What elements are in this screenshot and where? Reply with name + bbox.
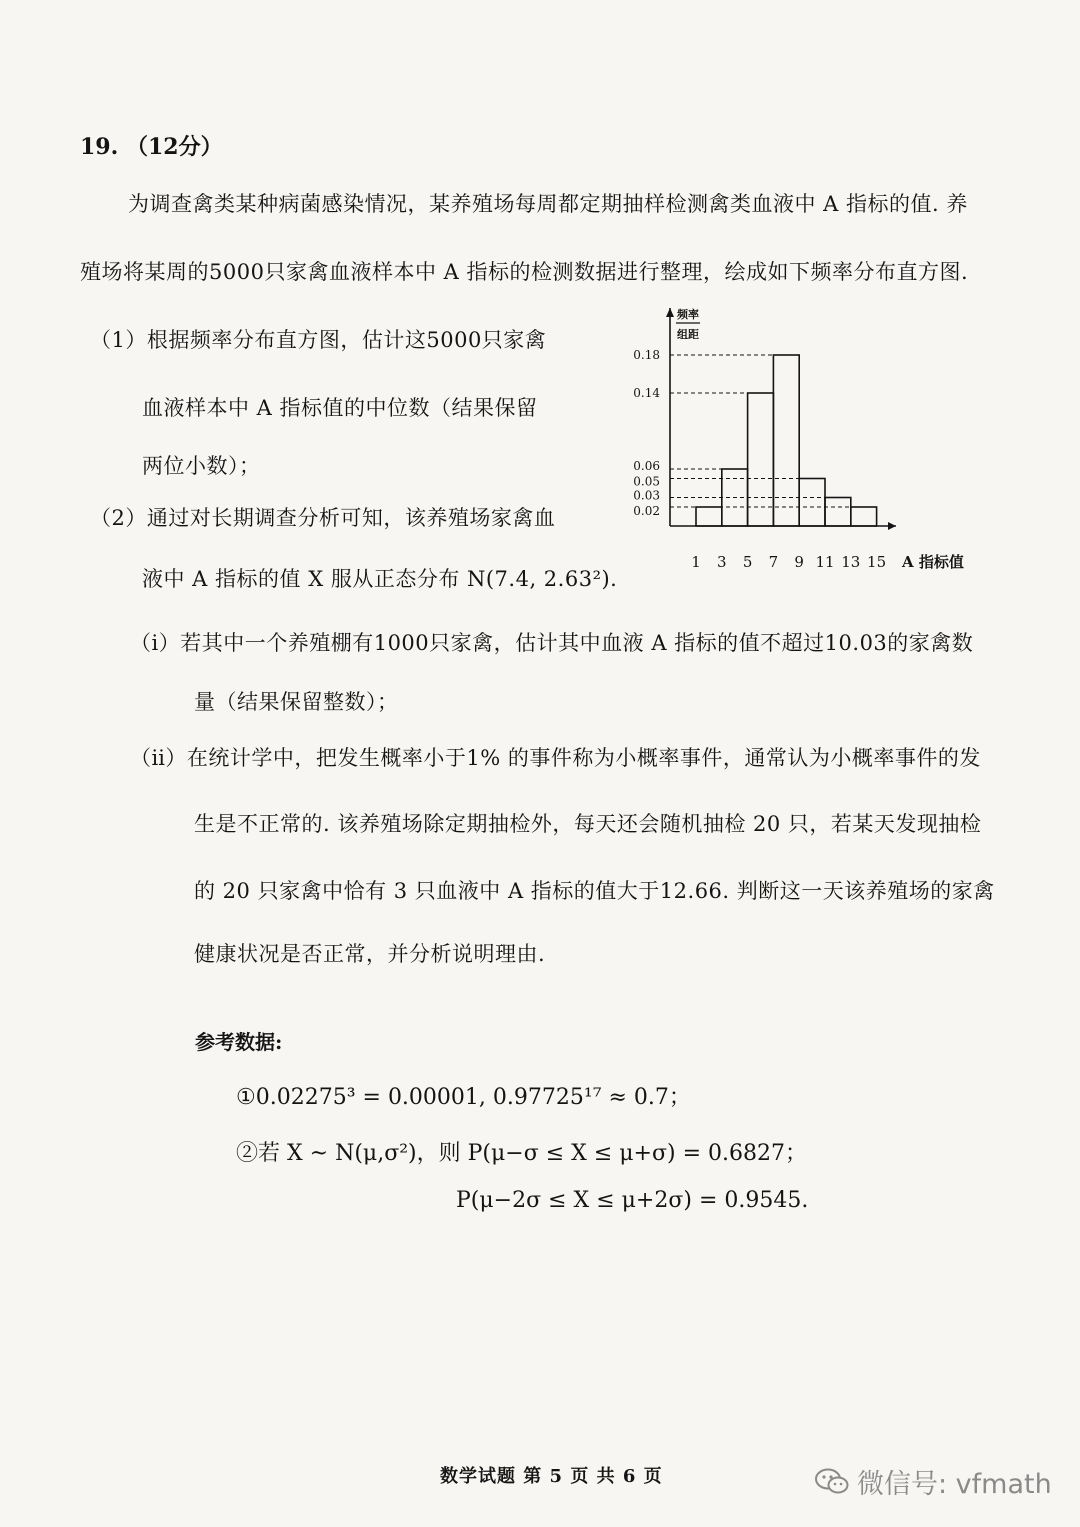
histogram-bar — [696, 507, 722, 526]
y-axis-label-denominator: 组距 — [677, 328, 699, 341]
x-axis-arrow — [888, 522, 896, 530]
x-tick-label: 1 — [691, 553, 701, 571]
sub-i-line-1: （ⅰ）若其中一个养殖棚有1000只家禽，估计其中血液 A 指标的值不超过10.03的家禽数 — [130, 631, 974, 655]
histogram-x-tick-labels — [691, 553, 886, 571]
frequency-histogram — [600, 300, 980, 590]
sub-ii-line-1: （ⅱ）在统计学中，把发生概率小于1% 的事件称为小概率事件，通常认为小概率事件的发 — [130, 746, 981, 770]
part1-line-2: 血液样本中 A 指标值的中位数（结果保留 — [142, 396, 538, 420]
page-footer: 数学试题 第 5 页 共 6 页 — [440, 1466, 663, 1487]
histogram-axes — [666, 308, 896, 530]
watermark — [815, 1462, 1052, 1501]
x-tick-label: 13 — [841, 553, 861, 571]
x-tick-label: 3 — [717, 553, 727, 571]
reference-line-1: ①0.02275³ = 0.00001, 0.97725¹⁷ ≈ 0.7； — [236, 1085, 691, 1110]
y-axis-label-numerator: 频率 — [677, 308, 699, 321]
part2-line-2: 液中 A 指标的值 X 服从正态分布 N(7.4, 2.63²). — [142, 567, 618, 591]
sub-i-line-2: 量（结果保留整数）； — [194, 690, 399, 714]
sub-ii-line-4: 健康状况是否正常，并分析说明理由. — [194, 942, 546, 966]
intro-line-1: 为调查禽类某种病菌感染情况，某养殖场每周都定期抽样检测禽类血液中 A 指标的值. 养 — [128, 192, 968, 216]
question-points: （12分） — [125, 134, 223, 160]
question-header — [80, 130, 223, 161]
watermark-text: 微信号: vfmath — [857, 1469, 1052, 1500]
question-number: 19. — [80, 134, 119, 160]
histogram-y-tick-labels — [633, 348, 660, 518]
wechat-icon — [815, 1468, 849, 1496]
reference-line-2: ②若 X ~ N(μ,σ²)，则 P(μ−σ ≤ X ≤ μ+σ) = 0.6827； — [236, 1141, 807, 1166]
sub-ii-line-3: 的 20 只家禽中恰有 3 只血液中 A 指标的值大于12.66. 判断这一天该养殖场的家禽 — [194, 879, 995, 903]
x-tick-label: 11 — [815, 553, 835, 571]
histogram-bar — [851, 507, 877, 526]
y-tick-label: 0.06 — [633, 459, 660, 473]
x-axis-label: A 指标值 — [902, 553, 964, 571]
histogram-bar — [799, 479, 825, 527]
y-axis-arrow — [666, 308, 674, 317]
y-tick-label: 0.02 — [633, 504, 660, 518]
y-tick-label: 0.14 — [633, 386, 660, 400]
histogram-bars — [696, 355, 877, 526]
histogram-bar — [773, 355, 799, 526]
x-tick-label: 15 — [867, 553, 887, 571]
part2-line-1: （2）通过对长期调查分析可知，该养殖场家禽血 — [90, 506, 556, 530]
histogram-bar — [748, 393, 774, 526]
y-tick-label: 0.03 — [633, 488, 660, 503]
x-tick-label: 9 — [794, 553, 804, 571]
intro-line-2: 殖场将某周的5000只家禽血液样本中 A 指标的检测数据进行整理，绘成如下频率分布直方图. — [80, 260, 969, 284]
reference-title: 参考数据: — [195, 1030, 283, 1054]
sub-ii-line-2: 生是不正常的. 该养殖场除定期抽检外，每天还会随机抽检 20 只，若某天发现抽检 — [194, 812, 982, 836]
part1-line-1: （1）根据频率分布直方图，估计这5000只家禽 — [90, 328, 547, 352]
y-tick-label: 0.05 — [633, 474, 660, 489]
reference-line-3: P(μ−2σ ≤ X ≤ μ+2σ) = 0.9545. — [456, 1188, 809, 1213]
histogram-guide-lines — [670, 355, 851, 507]
part1-line-3: 两位小数）； — [142, 454, 261, 478]
x-tick-label: 7 — [768, 553, 779, 571]
histogram-bar — [825, 498, 851, 527]
x-tick-label: 5 — [742, 553, 753, 571]
y-tick-label: 0.18 — [633, 348, 660, 362]
